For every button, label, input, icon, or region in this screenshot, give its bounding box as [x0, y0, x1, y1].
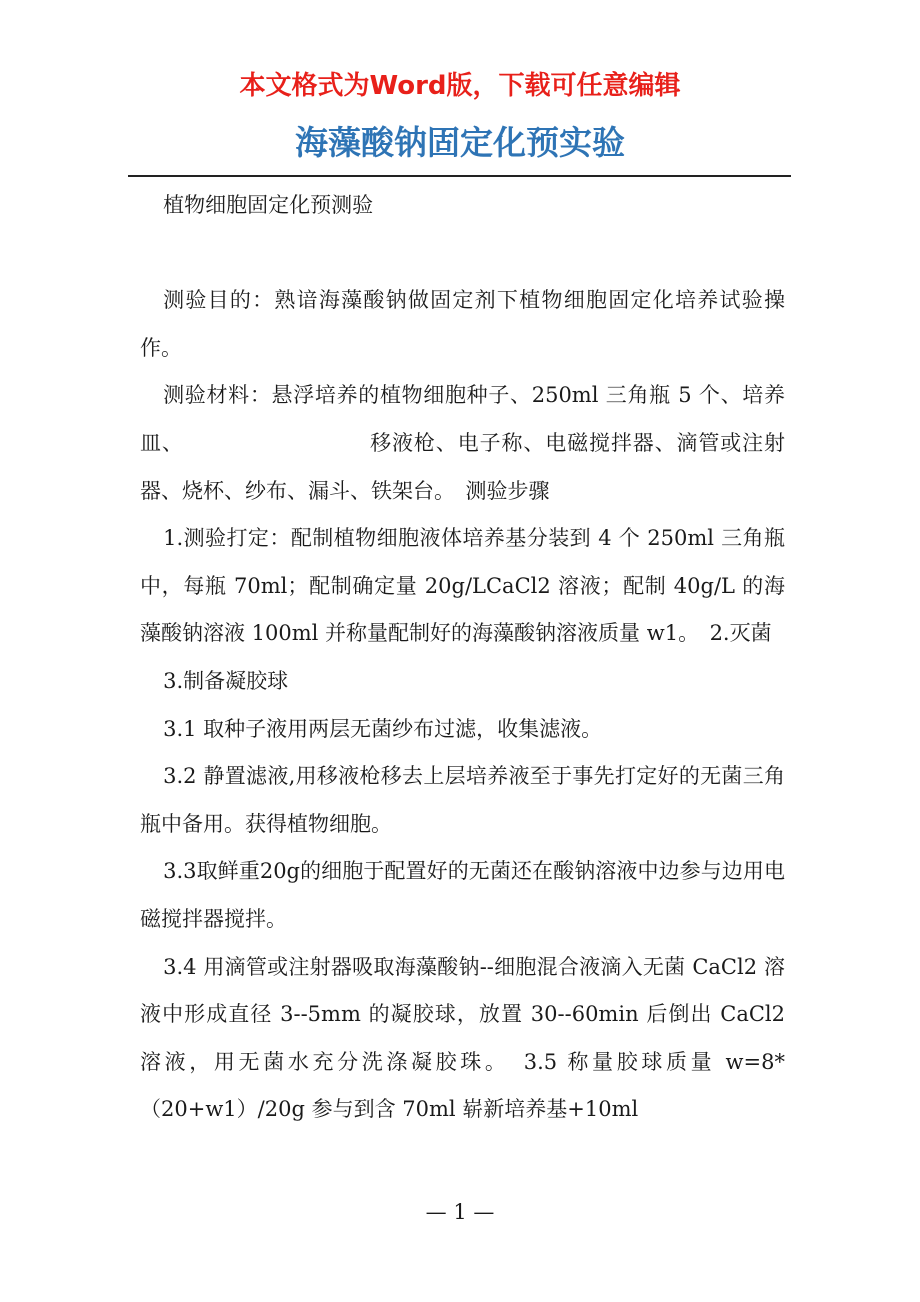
subtitle-paragraph: 植物细胞固定化预测验 — [163, 193, 374, 217]
title-divider — [128, 175, 791, 177]
step-3-paragraph: 3.制备凝胶球 — [163, 668, 289, 693]
step-3-4-paragraph: 3.4 用滴管或注射器吸取海藻酸钠--细胞混合液滴入无菌 CaCl2 溶液中形成直径 3--5mm 的凝胶球，放置 30--60min 后倒出 CaCl2 溶液，用无菌水充分洗涤凝胶珠。 3.5 称量胶球质量 w=8*（20+w1）/20g 参与到含 70ml 崭新培养基+10ml — [140, 954, 785, 1122]
step-3-2-paragraph: 3.2 静置滤液,用移液枪移去上层培养液至于事先打定好的无菌三角瓶中备用。获得植物细胞。 — [140, 764, 785, 836]
format-notice-banner: 本文格式为Word版，下载可任意编辑 — [239, 71, 681, 101]
step-3-1-paragraph: 3.1 取种子液用两层无菌纱布过滤，收集滤液。 — [163, 716, 603, 741]
blank-line — [140, 230, 785, 278]
materials-paragraph: 测验材料：悬浮培养的植物细胞种子、250ml 三角瓶 5 个、培养皿、 移液枪、电子称、电磁搅拌器、滴管或注射器、烧杯、纱布、漏斗、铁架台。 测验步骤 — [140, 383, 785, 503]
step-3-3-paragraph: 3.3取鲜重20g的细胞于配置好的无菌还在酸钠溶液中边参与边用电磁搅拌器搅拌。 — [140, 859, 785, 931]
document-body — [140, 182, 785, 1134]
step-1-paragraph: 1.测验打定：配制植物细胞液体培养基分装到 4 个 250ml 三角瓶中，每瓶 70ml；配制确定量 20g/LCaCl2 溶液；配制 40g/L 的海藻酸钠溶液 100ml 并称量配制好的海藻酸钠溶液质量 w1。 2.灭菌 — [140, 526, 785, 646]
purpose-paragraph: 测验目的：熟谙海藻酸钠做固定剂下植物细胞固定化培养试验操作。 — [140, 288, 785, 360]
page-number: — 1 — — [425, 1200, 495, 1224]
document-title: 海藻酸钠固定化预实验 — [295, 123, 625, 162]
